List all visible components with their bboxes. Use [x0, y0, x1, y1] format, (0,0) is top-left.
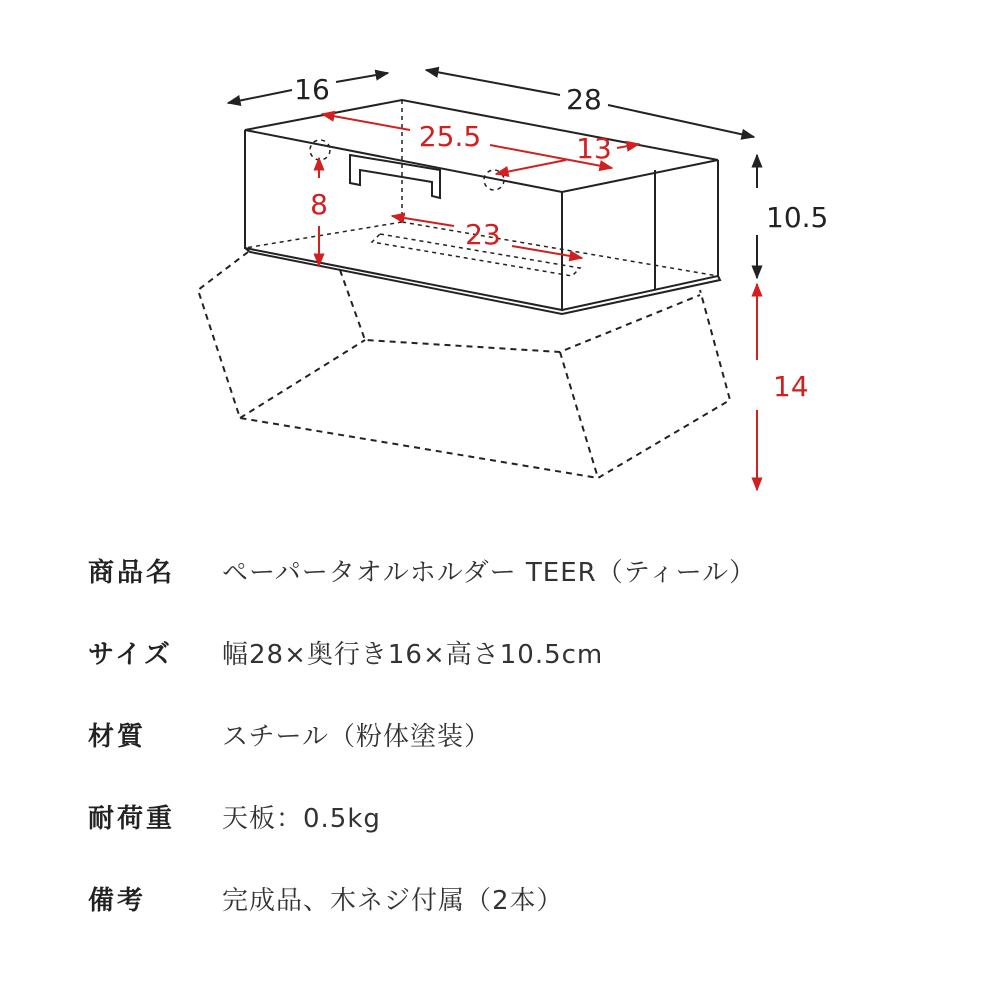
height-label: 10.5	[766, 201, 829, 234]
inner-width-label: 25.5	[418, 120, 482, 153]
paper-towel-outline	[198, 252, 730, 478]
width-label: 28	[566, 83, 602, 116]
spec-label: サイズ	[88, 640, 173, 670]
spec-row-notes	[88, 880, 948, 930]
screw-spacing-label: 13	[576, 132, 612, 165]
spec-row-material	[88, 716, 948, 766]
spec-label: 耐荷重	[88, 804, 176, 834]
inner-height-label: 8	[310, 188, 328, 221]
spec-value: ペーパータオルホルダー TEER（ティール）	[222, 558, 757, 588]
spec-row-size	[88, 634, 948, 684]
spec-label: 商品名	[88, 558, 176, 588]
spec-label: 材質	[88, 722, 147, 752]
depth-label: 16	[294, 73, 330, 106]
red-dimension-lines	[319, 114, 757, 490]
slot-length-label: 23	[465, 218, 501, 251]
spec-value: 天板：0.5kg	[222, 804, 381, 834]
towel-height-label: 14	[773, 370, 809, 403]
spec-row-product-name	[88, 552, 948, 602]
spec-value: 完成品、木ネジ付属（2本）	[222, 886, 564, 916]
spec-row-load-capacity	[88, 798, 948, 848]
spec-label: 備考	[88, 886, 147, 916]
spec-value: スチール（粉体塗装）	[222, 722, 491, 752]
spec-value: 幅28×奥行き16×高さ10.5cm	[222, 640, 604, 670]
